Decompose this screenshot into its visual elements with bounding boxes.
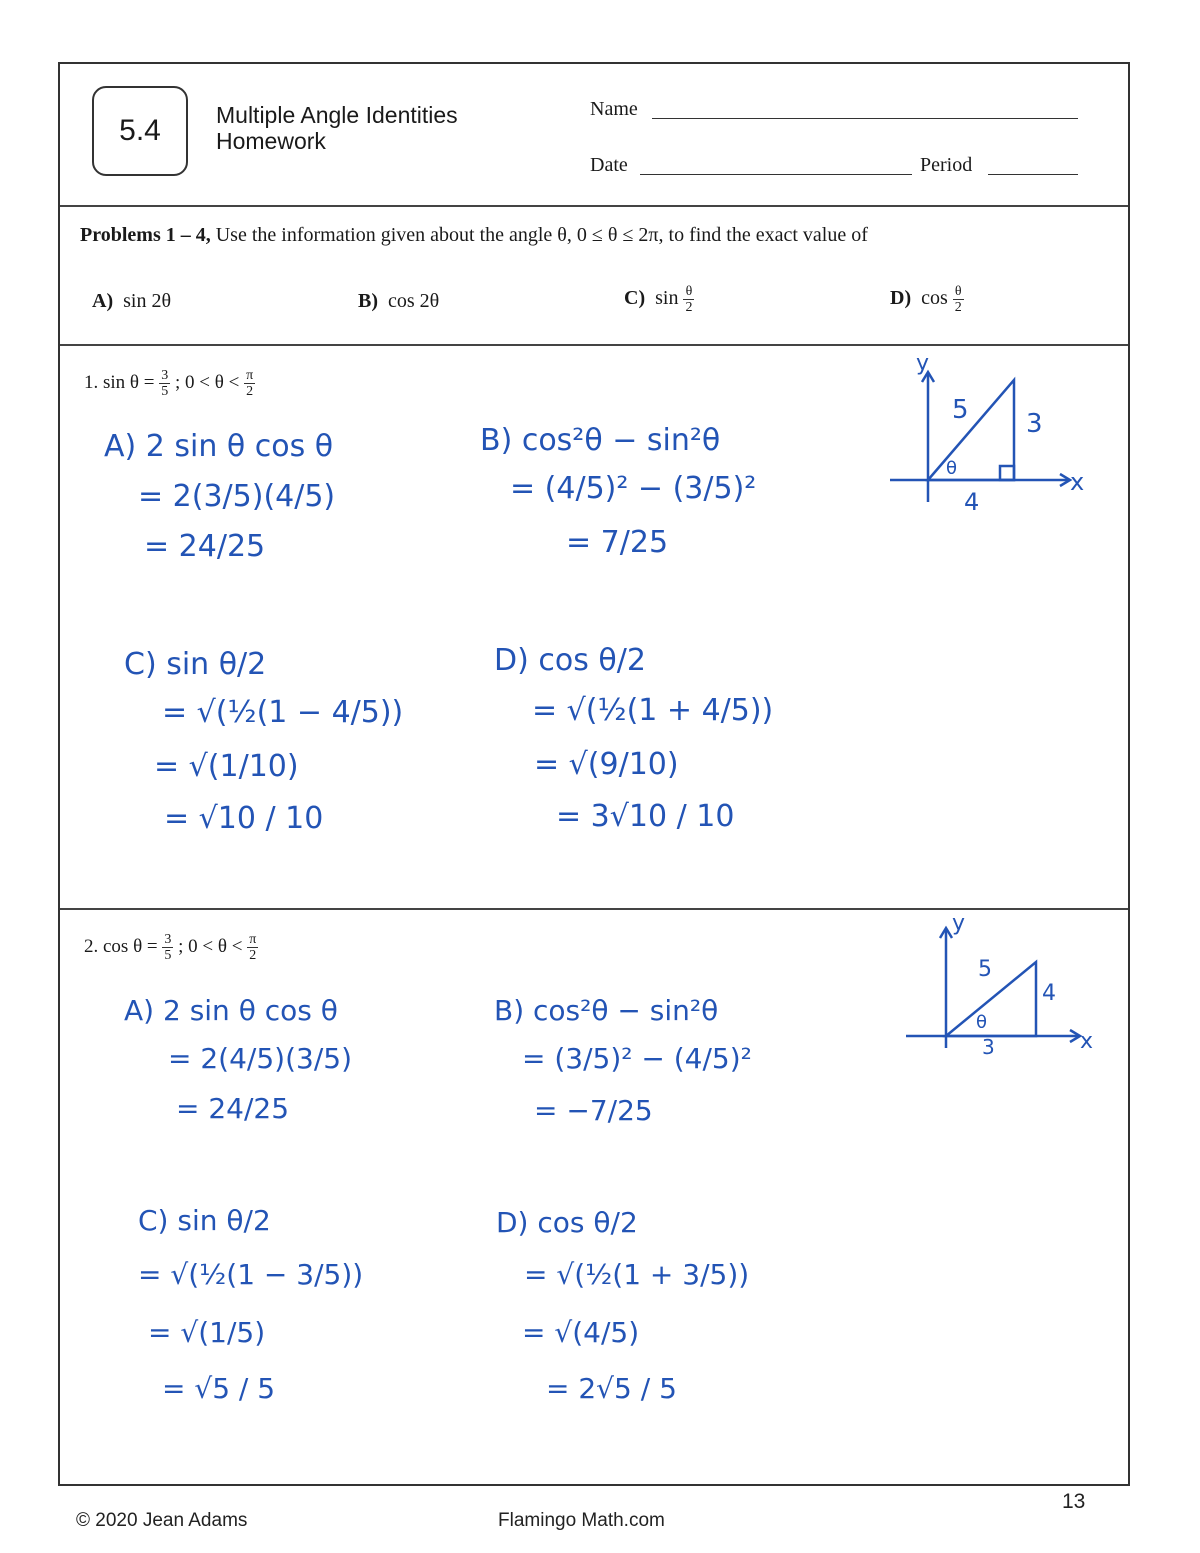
problem2-answer-c: C) sin θ/2 = √(½(1 − 3/5)) = √(1/5) = √5 / 5	[138, 1204, 364, 1405]
x-axis-label: x	[1070, 468, 1085, 496]
part-a-expr: sin 2θ	[123, 290, 172, 312]
y-axis-label: y	[952, 912, 966, 936]
problem1-prefix: 1. sin θ =	[84, 371, 155, 393]
instructions	[80, 224, 868, 247]
instructions-text: Use the information given about the angle θ, 0 ≤ θ ≤ 2π, to find the exact value of	[215, 224, 868, 246]
part-d	[890, 284, 964, 315]
problem1-answer-b: B) cos²θ − sin²θ = (4/5)² − (3/5)² = 7/25	[480, 423, 757, 560]
hyp-label: 5	[978, 957, 992, 982]
title-line-2: Homework	[216, 128, 326, 154]
period-field[interactable]	[988, 174, 1078, 175]
part-d-fraction: $\frac{\theta}{2}$	[954, 284, 962, 315]
part-b	[358, 290, 439, 313]
angle-label: θ	[976, 1012, 988, 1033]
part-d-expr: cos	[921, 287, 948, 310]
problem2-answer-a: A) 2 sin θ cos θ = 2(4/5)(3/5) = 24/25	[124, 994, 352, 1125]
part-a-label: A)	[92, 290, 114, 312]
part-c-fraction: $\frac{\theta}{2}$	[685, 284, 693, 315]
name-field[interactable]	[652, 118, 1078, 119]
name-label: Name	[590, 98, 638, 120]
problem2-divider	[60, 908, 1128, 910]
problem2-answer-b: B) cos²θ − sin²θ = (3/5)² − (4/5)² = −7/25	[494, 994, 752, 1127]
problem2-range: ; 0 < θ <	[178, 935, 243, 957]
problem2-prefix: 2. cos θ =	[84, 935, 158, 957]
adj-label: 3	[982, 1035, 995, 1059]
title-line-1: Multiple Angle Identities	[216, 102, 458, 128]
part-a	[92, 290, 171, 313]
part-b-label: B)	[358, 290, 378, 312]
part-c	[624, 284, 694, 315]
adj-label: 4	[964, 488, 980, 516]
section-badge	[92, 86, 188, 176]
problem2-statement	[84, 932, 258, 963]
footer-copyright: © 2020 Jean Adams	[76, 1510, 248, 1531]
footer-site: Flamingo Math.com	[498, 1510, 665, 1531]
part-c-expr: sin	[655, 287, 679, 310]
problem1-triangle-diagram	[880, 352, 1100, 522]
part-c-label: C)	[624, 287, 646, 310]
hyp-label: 5	[952, 395, 969, 425]
opp-label: 4	[1042, 981, 1056, 1006]
period-label: Period	[920, 154, 973, 176]
date-field[interactable]	[640, 174, 912, 175]
problem1-divider	[60, 344, 1128, 346]
x-axis-label: x	[1080, 1029, 1094, 1054]
problem1-answer-d: D) cos θ/2 = √(½(1 + 4/5)) = √(9/10) = 3√10 / 10	[494, 643, 774, 834]
page-number: 13	[1062, 1490, 1086, 1513]
y-axis-label: y	[916, 352, 930, 376]
problem2-triangle-diagram	[896, 912, 1106, 1062]
problem1-range: ; 0 < θ <	[175, 371, 240, 393]
header-divider	[60, 205, 1128, 207]
problem1-answer-c: C) sin θ/2 = √(½(1 − 4/5)) = √(1/10) = √10 / 10	[124, 647, 404, 836]
instructions-bold: Problems 1 – 4,	[80, 224, 211, 246]
problem2-range-fraction: $\frac{\pi}{2}$	[249, 932, 257, 963]
problem2-fraction: $\frac{3}{5}$	[164, 932, 172, 963]
problem1-statement	[84, 368, 255, 399]
problem1-range-fraction: $\frac{\pi}{2}$	[246, 368, 254, 399]
problem2-answer-d: D) cos θ/2 = √(½(1 + 3/5)) = √(4/5) = 2√5 / 5	[496, 1206, 750, 1405]
section-number: 5.4	[119, 114, 161, 147]
angle-label: θ	[946, 458, 958, 479]
problem1-answer-a: A) 2 sin θ cos θ = 2(3/5)(4/5) = 24/25	[104, 429, 336, 564]
date-label: Date	[590, 154, 628, 176]
part-b-expr: cos 2θ	[388, 290, 440, 312]
part-d-label: D)	[890, 287, 912, 310]
problem1-fraction: $\frac{3}{5}$	[161, 368, 169, 399]
opp-label: 3	[1026, 409, 1043, 439]
worksheet-title	[216, 102, 458, 154]
